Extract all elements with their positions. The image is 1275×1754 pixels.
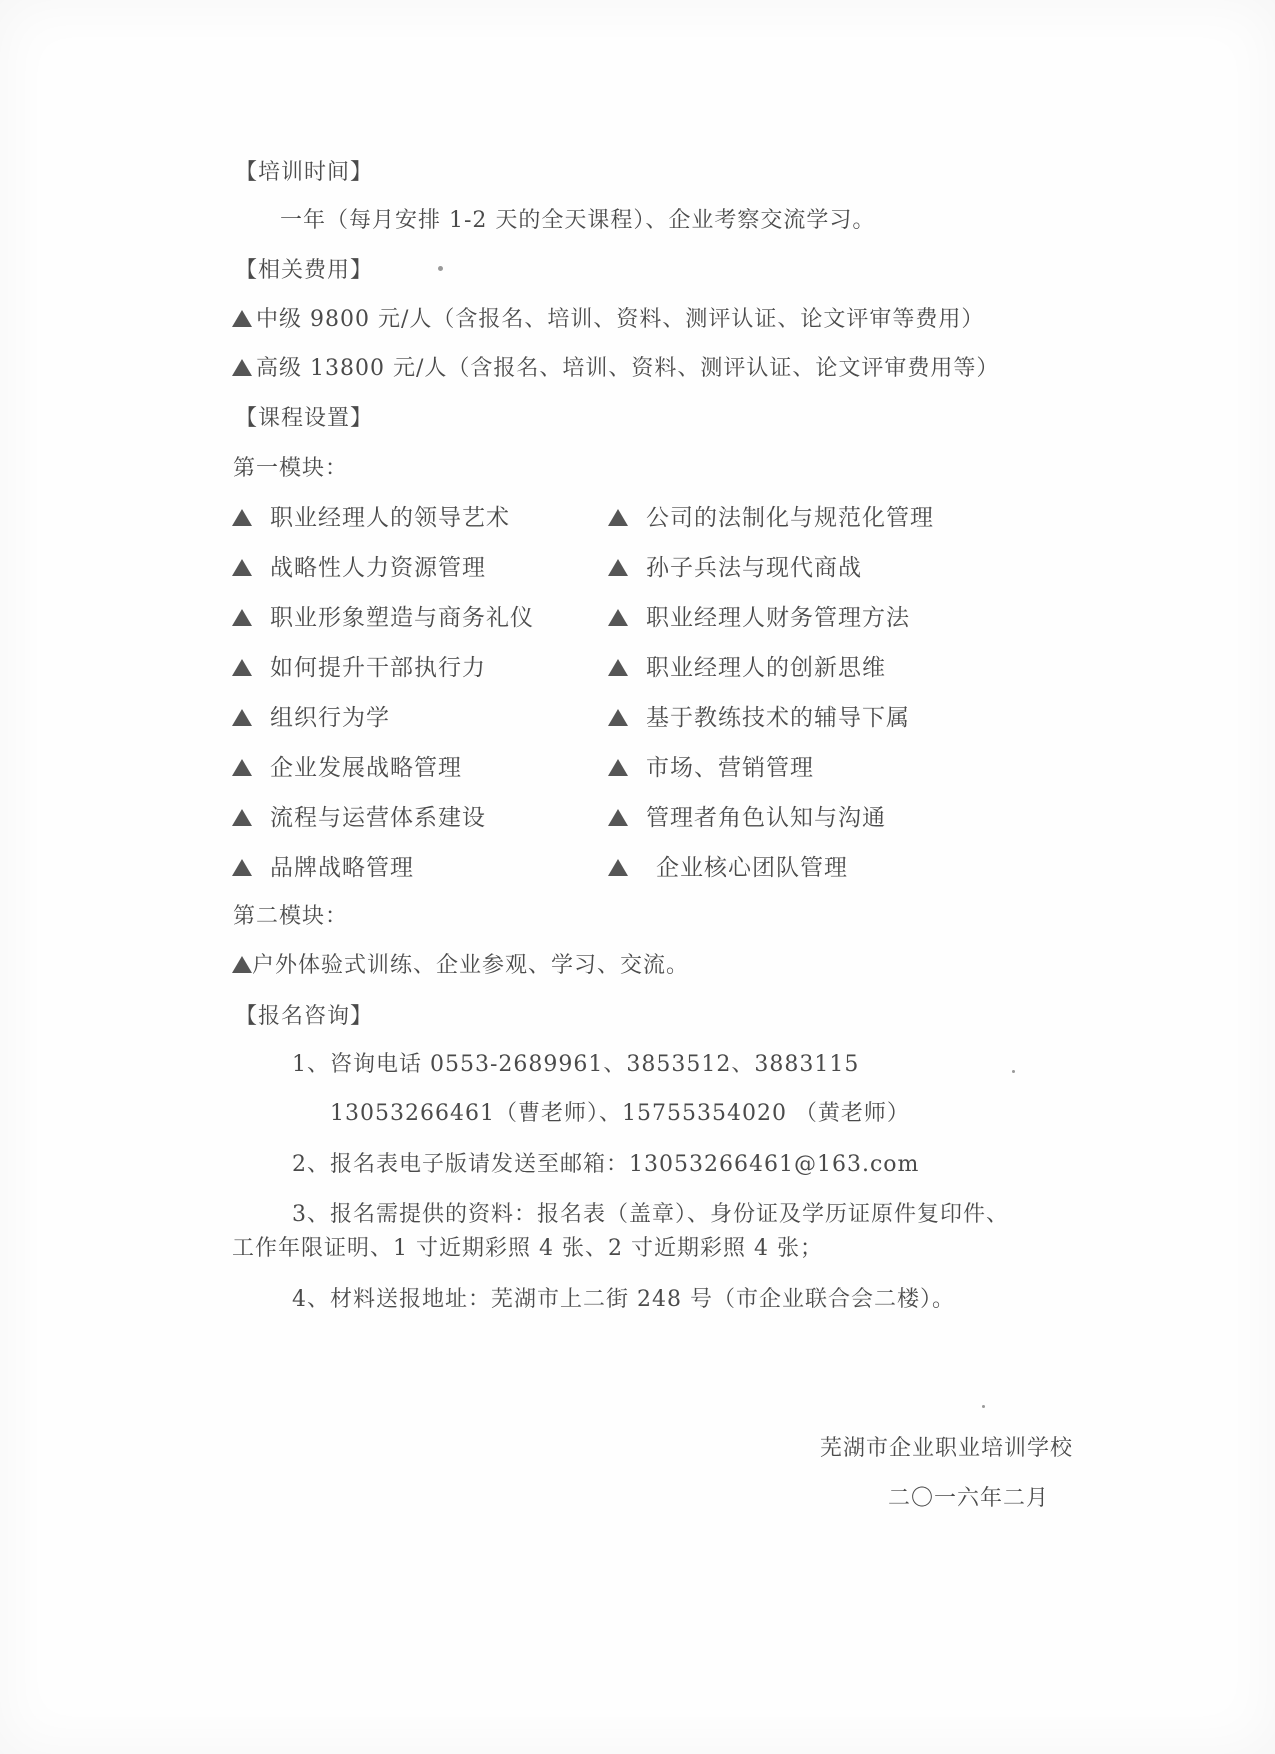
triangle-bullet-icon [232, 310, 252, 327]
registration-item-1-contacts: 13053266461（曹老师）、15755354020 （黄老师） [330, 1101, 910, 1126]
registration-item-3: 3、报名需提供的资料：报名表（盖章）、身份证及学历证原件复印件、 [292, 1202, 1009, 1227]
triangle-bullet-icon [232, 809, 252, 826]
training-time-text: 一年（每月安排 1-2 天的全天课程）、企业考察交流学习。 [280, 208, 876, 233]
course-label: 职业形象塑造与商务礼仪 [270, 605, 534, 631]
triangle-bullet-icon [232, 509, 252, 526]
curriculum-header: 【课程设置】 [235, 406, 374, 431]
course-label: 品牌战略管理 [270, 855, 414, 881]
triangle-bullet-icon [608, 609, 628, 626]
triangle-bullet-icon [608, 559, 628, 576]
registration-item-2: 2、报名表电子版请发送至邮箱：13053266461@163.com [292, 1152, 920, 1177]
triangle-bullet-icon [232, 709, 252, 726]
course-item-left [232, 803, 486, 833]
course-label: 孙子兵法与现代商战 [646, 555, 862, 581]
course-label: 企业核心团队管理 [656, 855, 848, 881]
module2-text: 户外体验式训练、企业参观、学习、交流。 [252, 953, 690, 978]
course-item-left [232, 853, 414, 883]
fee-middle-item [232, 305, 984, 335]
course-item-left [232, 603, 534, 633]
course-label: 管理者角色认知与沟通 [646, 805, 886, 831]
scan-speck [982, 1405, 985, 1408]
course-label: 职业经理人的领导艺术 [270, 505, 510, 531]
course-item-left [232, 753, 462, 783]
course-item-right [608, 653, 886, 683]
triangle-bullet-icon [232, 759, 252, 776]
course-item-right [608, 853, 848, 883]
triangle-bullet-icon [608, 809, 628, 826]
course-item-left [232, 653, 486, 683]
course-item-right [608, 553, 862, 583]
training-time-header: 【培训时间】 [235, 160, 374, 185]
triangle-bullet-icon [232, 359, 252, 376]
course-label: 职业经理人财务管理方法 [646, 605, 910, 631]
course-item-right [608, 703, 910, 733]
course-label: 战略性人力资源管理 [270, 555, 486, 581]
triangle-bullet-icon [608, 659, 628, 676]
course-label: 市场、营销管理 [646, 755, 814, 781]
triangle-bullet-icon [232, 859, 252, 876]
course-item-left [232, 503, 510, 533]
course-label: 基于教练技术的辅导下属 [646, 705, 910, 731]
fee-middle-text: 中级 9800 元/人（含报名、培训、资料、测评认证、论文评审等费用） [256, 307, 985, 332]
course-label: 企业发展战略管理 [270, 755, 462, 781]
triangle-bullet-icon [232, 559, 252, 576]
course-item-left [232, 553, 486, 583]
signature-organization: 芜湖市企业职业培训学校 [820, 1436, 1074, 1461]
course-label: 组织行为学 [270, 705, 390, 731]
registration-header: 【报名咨询】 [235, 1004, 374, 1029]
course-label: 职业经理人的创新思维 [646, 655, 886, 681]
triangle-bullet-icon [608, 709, 628, 726]
scan-speck [438, 266, 443, 271]
course-label: 公司的法制化与规范化管理 [646, 505, 934, 531]
scan-speck [1012, 1070, 1015, 1073]
fee-senior-text: 高级 13800 元/人（含报名、培训、资料、测评认证、论文评审费用等） [256, 356, 1000, 381]
triangle-bullet-icon [232, 956, 252, 973]
module2-item [232, 951, 689, 981]
course-item-right [608, 503, 934, 533]
course-label: 流程与运营体系建设 [270, 805, 486, 831]
module2-label: 第二模块： [233, 904, 349, 929]
registration-item-4: 4、材料送报地址：芜湖市上二街 248 号（市企业联合会二楼）。 [292, 1287, 955, 1312]
fee-senior-item [232, 354, 999, 384]
triangle-bullet-icon [608, 509, 628, 526]
triangle-bullet-icon [608, 759, 628, 776]
signature-date: 二〇一六年二月 [888, 1486, 1050, 1511]
module1-label: 第一模块： [233, 456, 349, 481]
course-item-right [608, 603, 910, 633]
fees-header: 【相关费用】 [235, 258, 374, 283]
registration-item-1: 1、咨询电话 0553-2689961、3853512、3883115 [292, 1052, 860, 1077]
course-item-left [232, 703, 390, 733]
course-label: 如何提升干部执行力 [270, 655, 486, 681]
course-item-right [608, 803, 886, 833]
triangle-bullet-icon [232, 609, 252, 626]
triangle-bullet-icon [608, 859, 628, 876]
registration-item-3-cont: 工作年限证明、1 寸近期彩照 4 张、2 寸近期彩照 4 张； [232, 1236, 823, 1261]
course-item-right [608, 753, 814, 783]
triangle-bullet-icon [232, 659, 252, 676]
